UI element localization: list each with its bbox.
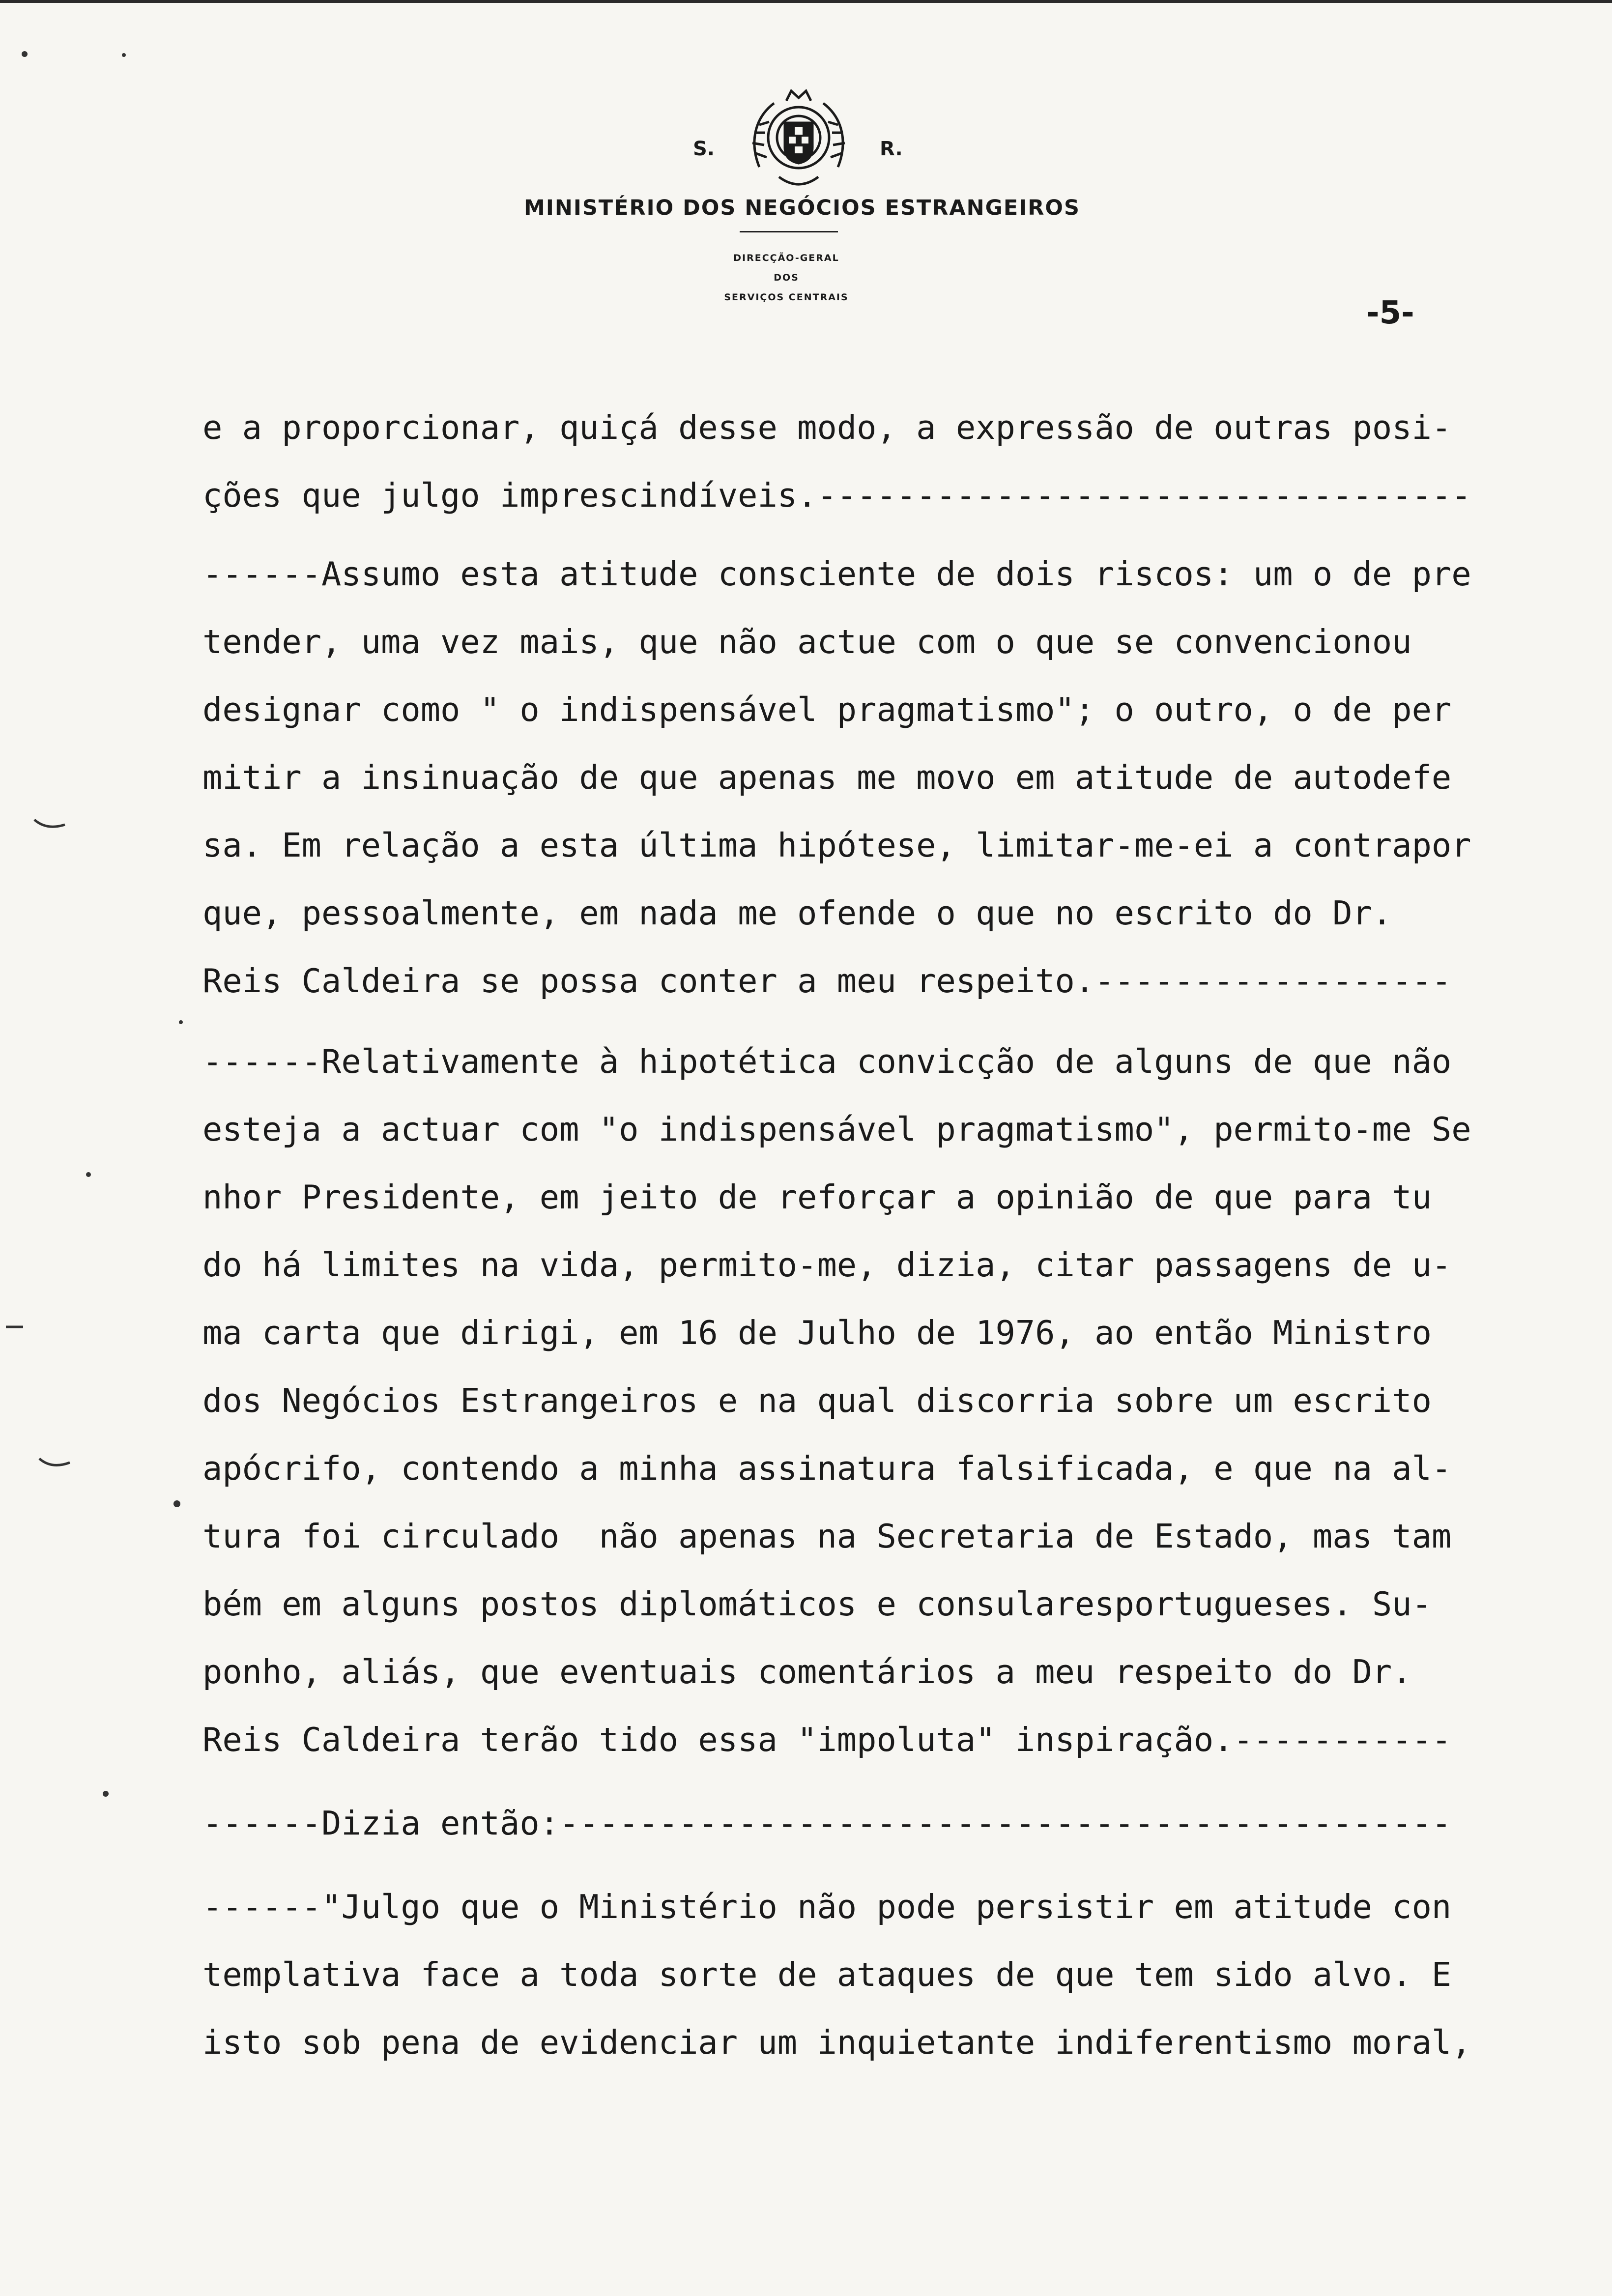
body-line: ponho, aliás, que eventuais comentários a meu respeito do Dr. xyxy=(202,1653,1412,1691)
body-line: sa. Em relação a esta última hipótese, limitar-me-ei a contrapor xyxy=(202,826,1471,864)
margin-hole-mark xyxy=(39,1459,70,1465)
body-line: isto sob pena de evidenciar um inquietante indiferentismo moral, xyxy=(202,2023,1471,2062)
body-line: do há limites na vida, permito-me, dizia, citar passagens de u- xyxy=(202,1246,1452,1284)
department-block xyxy=(639,248,934,307)
body-line: esteja a actuar com "o indispensável pragmatismo", permito-me Se xyxy=(202,1110,1471,1148)
body-line: ------Assumo esta atitude consciente de dois riscos: um o de pre xyxy=(202,555,1471,593)
body-line: dos Negócios Estrangeiros e na qual discorria sobre um escrito xyxy=(202,1381,1432,1420)
body-line: designar como " o indispensável pragmatismo"; o outro, o de per xyxy=(202,690,1452,729)
ministry-title: MINISTÉRIO DOS NEGÓCIOS ESTRANGEIROS xyxy=(524,196,1080,220)
page-top-edge-rule xyxy=(0,0,1612,3)
department-line: DOS xyxy=(774,272,799,283)
emblem-right-letter: R. xyxy=(880,138,903,160)
body-line: tender, uma vez mais, que não actue com o que se convencionou xyxy=(202,623,1412,661)
department-line: DIRECÇÃO-GERAL xyxy=(733,253,839,263)
scan-speck xyxy=(179,1020,183,1024)
body-line: ------"Julgo que o Ministério não pode persistir em atitude con xyxy=(202,1888,1452,1926)
body-line: templativa face a toda sorte de ataques de que tem sido alvo. E xyxy=(202,1955,1452,1994)
body-line: Reis Caldeira terão tido essa "impoluta" inspiração.----------- xyxy=(202,1721,1452,1759)
emblem-row xyxy=(678,84,924,197)
body-line: nhor Presidente, em jeito de reforçar a opinião de que para tu xyxy=(202,1178,1432,1216)
scan-speck xyxy=(173,1500,180,1507)
body-line: bém em alguns postos diplomáticos e consularesportugueses. Su- xyxy=(202,1585,1432,1623)
department-line: SERVIÇOS CENTRAIS xyxy=(724,292,849,303)
scan-speck xyxy=(22,51,28,57)
scan-speck xyxy=(103,1791,109,1797)
body-line: tura foi circulado não apenas na Secretaria de Estado, mas tam xyxy=(202,1517,1452,1555)
emblem-left-letter: S. xyxy=(693,138,715,160)
margin-hole-mark xyxy=(34,820,65,827)
scan-speck xyxy=(122,53,126,57)
body-line: mitir a insinuação de que apenas me movo em atitude de autodefe xyxy=(202,758,1452,797)
body-line: que, pessoalmente, em nada me ofende o que no escrito do Dr. xyxy=(202,894,1392,932)
ministry-underline xyxy=(740,231,838,232)
body-line: e a proporcionar, quiçá desse modo, a expressão de outras posi- xyxy=(202,408,1452,447)
body-line: apócrifo, contendo a minha assinatura falsificada, e que na al- xyxy=(202,1449,1452,1488)
body-line: ma carta que dirigi, em 16 de Julho de 1976, ao então Ministro xyxy=(202,1314,1432,1352)
body-line: ções que julgo imprescindíveis.--------------------------------- xyxy=(202,476,1471,515)
body-line: ------Relativamente à hipotética convicção de alguns de que não xyxy=(202,1042,1452,1081)
scan-speck xyxy=(86,1172,91,1177)
coat-of-arms-icon xyxy=(740,84,858,197)
body-line: ------Dizia então:--------------------------------------------- xyxy=(202,1804,1452,1842)
page-number: -5- xyxy=(1366,295,1414,331)
body-line: Reis Caldeira se possa conter a meu respeito.------------------ xyxy=(202,962,1452,1000)
